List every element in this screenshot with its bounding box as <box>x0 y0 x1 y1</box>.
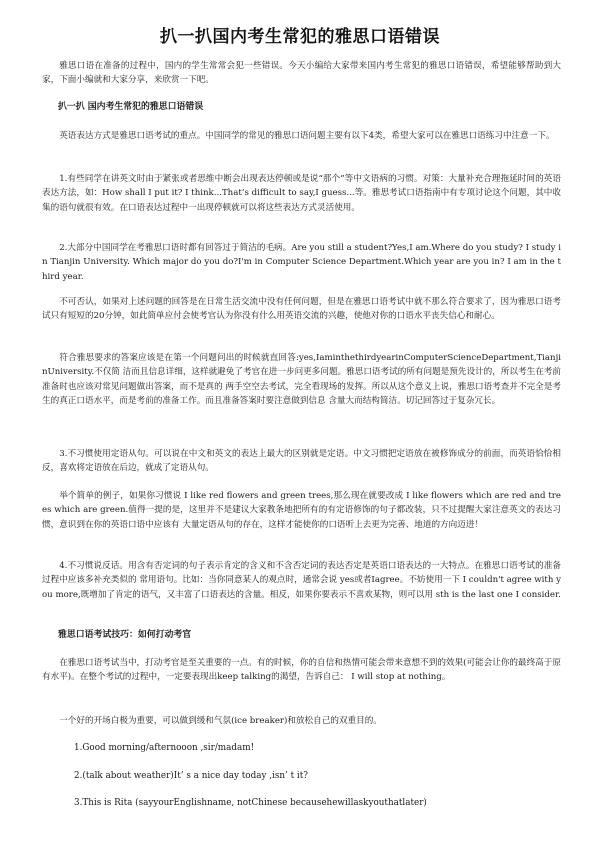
section-1-paragraph-7: 举个简单的例子，如果你习惯说 I like red flowers and green trees,那么现在就要改成 I like flowers which are red and trees which are green.值得一提的是，这里并不是建议大家教条地把所有的有定语修饰的句子都改装，只不过提醒大家注意英文的表达习惯，意识到在你的英语口语中应该有 大量定语从句的存在，这样才能使你的口语听上去更为完善、地道的方向迈进！ <box>42 491 561 530</box>
section-1-paragraph-6: 3.不习惯使用定语从句。可以说在中文和英文的表达上最大的区别就是定语。中文习惯把定语放在被修饰成分的前面，而英语恰恰相反，喜欢将定语放在后边，就成了定语从句。 <box>42 449 561 474</box>
section-1-paragraph-1: 英语表达方式是雅思口语考试的重点。中国同学的常见的雅思口语问题主要有以下4类，希望大家可以在雅思口语练习中注意一下。 <box>59 131 555 141</box>
intro-paragraph: 雅思口语在准备的过程中，国内的学生常常会犯一些错误。今天小编给大家带来国内考生常犯的雅思口语错误，希望能够帮助到大家，下面小编就和大家分享，来欣赏一下吧。 <box>42 61 561 86</box>
section-2-paragraph-2: 一个好的开场白极为重要，可以做到缓和气氛(ice breaker)和放松自己的双重目的。 <box>59 716 382 726</box>
section-1-heading: 扒一扒 国内考生常犯的雅思口语错误 <box>58 102 204 112</box>
section-2-paragraph-1: 在雅思口语考试当中，打动考官是至关重要的一点。有的时候，你的自信和热情可能会带来意想不到的效果(可能会让你的最终高于原有水平)。在整个考试的过程中，一定要表现出keep talking的渴望，告诉自己： I will stop at nothing。 <box>42 658 561 683</box>
section-1-paragraph-3: 2.大部分中国同学在考雅思口语时都有回答过于简洁的毛病。Are you still a student?Yes,I am.Where do you study? I study in Tianjin University. Which major do you do?I'm in Computer Science Department.Which year are you in? I am in the third year. <box>42 243 561 282</box>
section-2-heading: 雅思口语考试技巧：如何打动考官 <box>58 630 192 640</box>
opening-line-2: 2.(talk about weather)It’ s a nice day today ,isn’ t it? <box>74 771 308 781</box>
section-1-paragraph-4: 不可否认，如果对上述问题的回答是在日常生活交流中没有任何问题，但是在雅思口语考试中就不那么符合要求了，因为雅思口语考试只有短短的20分钟，如此简单应付会使考官认为你没有什么用英语交流的兴趣，使他对你的口语水平丧失信心和耐心。 <box>42 297 561 322</box>
section-1-paragraph-5: 符合雅思要求的答案应该是在第一个问题问出的时候就直回答:yes,IaminthethirdyearinComputerScienceDepartment,TianjinUniversity.不仅简 洁而且信息详细，这样就避免了考官在进一步问更多问题。雅思口语考试的所有问题是预先设计的，所以考生在考前准备时也应该对常见问题做出答案，而不是真的 两手空空去考试，完全看现场的发挥。所以从这个意义上说，雅思口语考查并不完全是考生的真正口语水平，而是考前的准备工作。而且准备答案时要注意做到信息 含量大而结构简洁。切记回答过于复杂冗长。 <box>42 353 561 406</box>
section-1-paragraph-2: 1.有些同学在讲英文时由于紧张或者思维中断会出现表达停顿或是说“那个”等中文语病的习惯。对策：大量补充合理拖延时间的英语表达方法，如：How shall I put it? I think...That’s difficult to say,I guess...等。雅思考试口语指南中有专项讨论这个问题，其中收集的语句就很有效。在口语表达过程中一出现停顿就可以将这些表达方式灵活使用。 <box>42 174 561 213</box>
opening-line-1: 1.Good morning/afternooon ,sir/madam! <box>74 743 255 753</box>
section-1-paragraph-8: 4.不习惯说反话。用含有否定词的句子表示肯定的含义和不含否定词的表达否定是英语口语表达的一大特点。在雅思口语考试的准备过程中应该多补充类似的 常用语句。比如：当你同意某人的观点时，通常会说 yes或者Iagree。不妨使用一下 I couldn't agree with you more,既增加了肯定的语气，又丰富了口语表达的含量。相反，如果你要表示不喜欢某物，则可以用 sth is the last one I consider. <box>42 561 561 600</box>
opening-line-3: 3.This is Rita (sayyourEnglishname, notChinese becausehewillaskyouthatlater) <box>74 798 427 808</box>
page-title: 扒一扒国内考生常犯的雅思口语错误 <box>160 27 440 47</box>
